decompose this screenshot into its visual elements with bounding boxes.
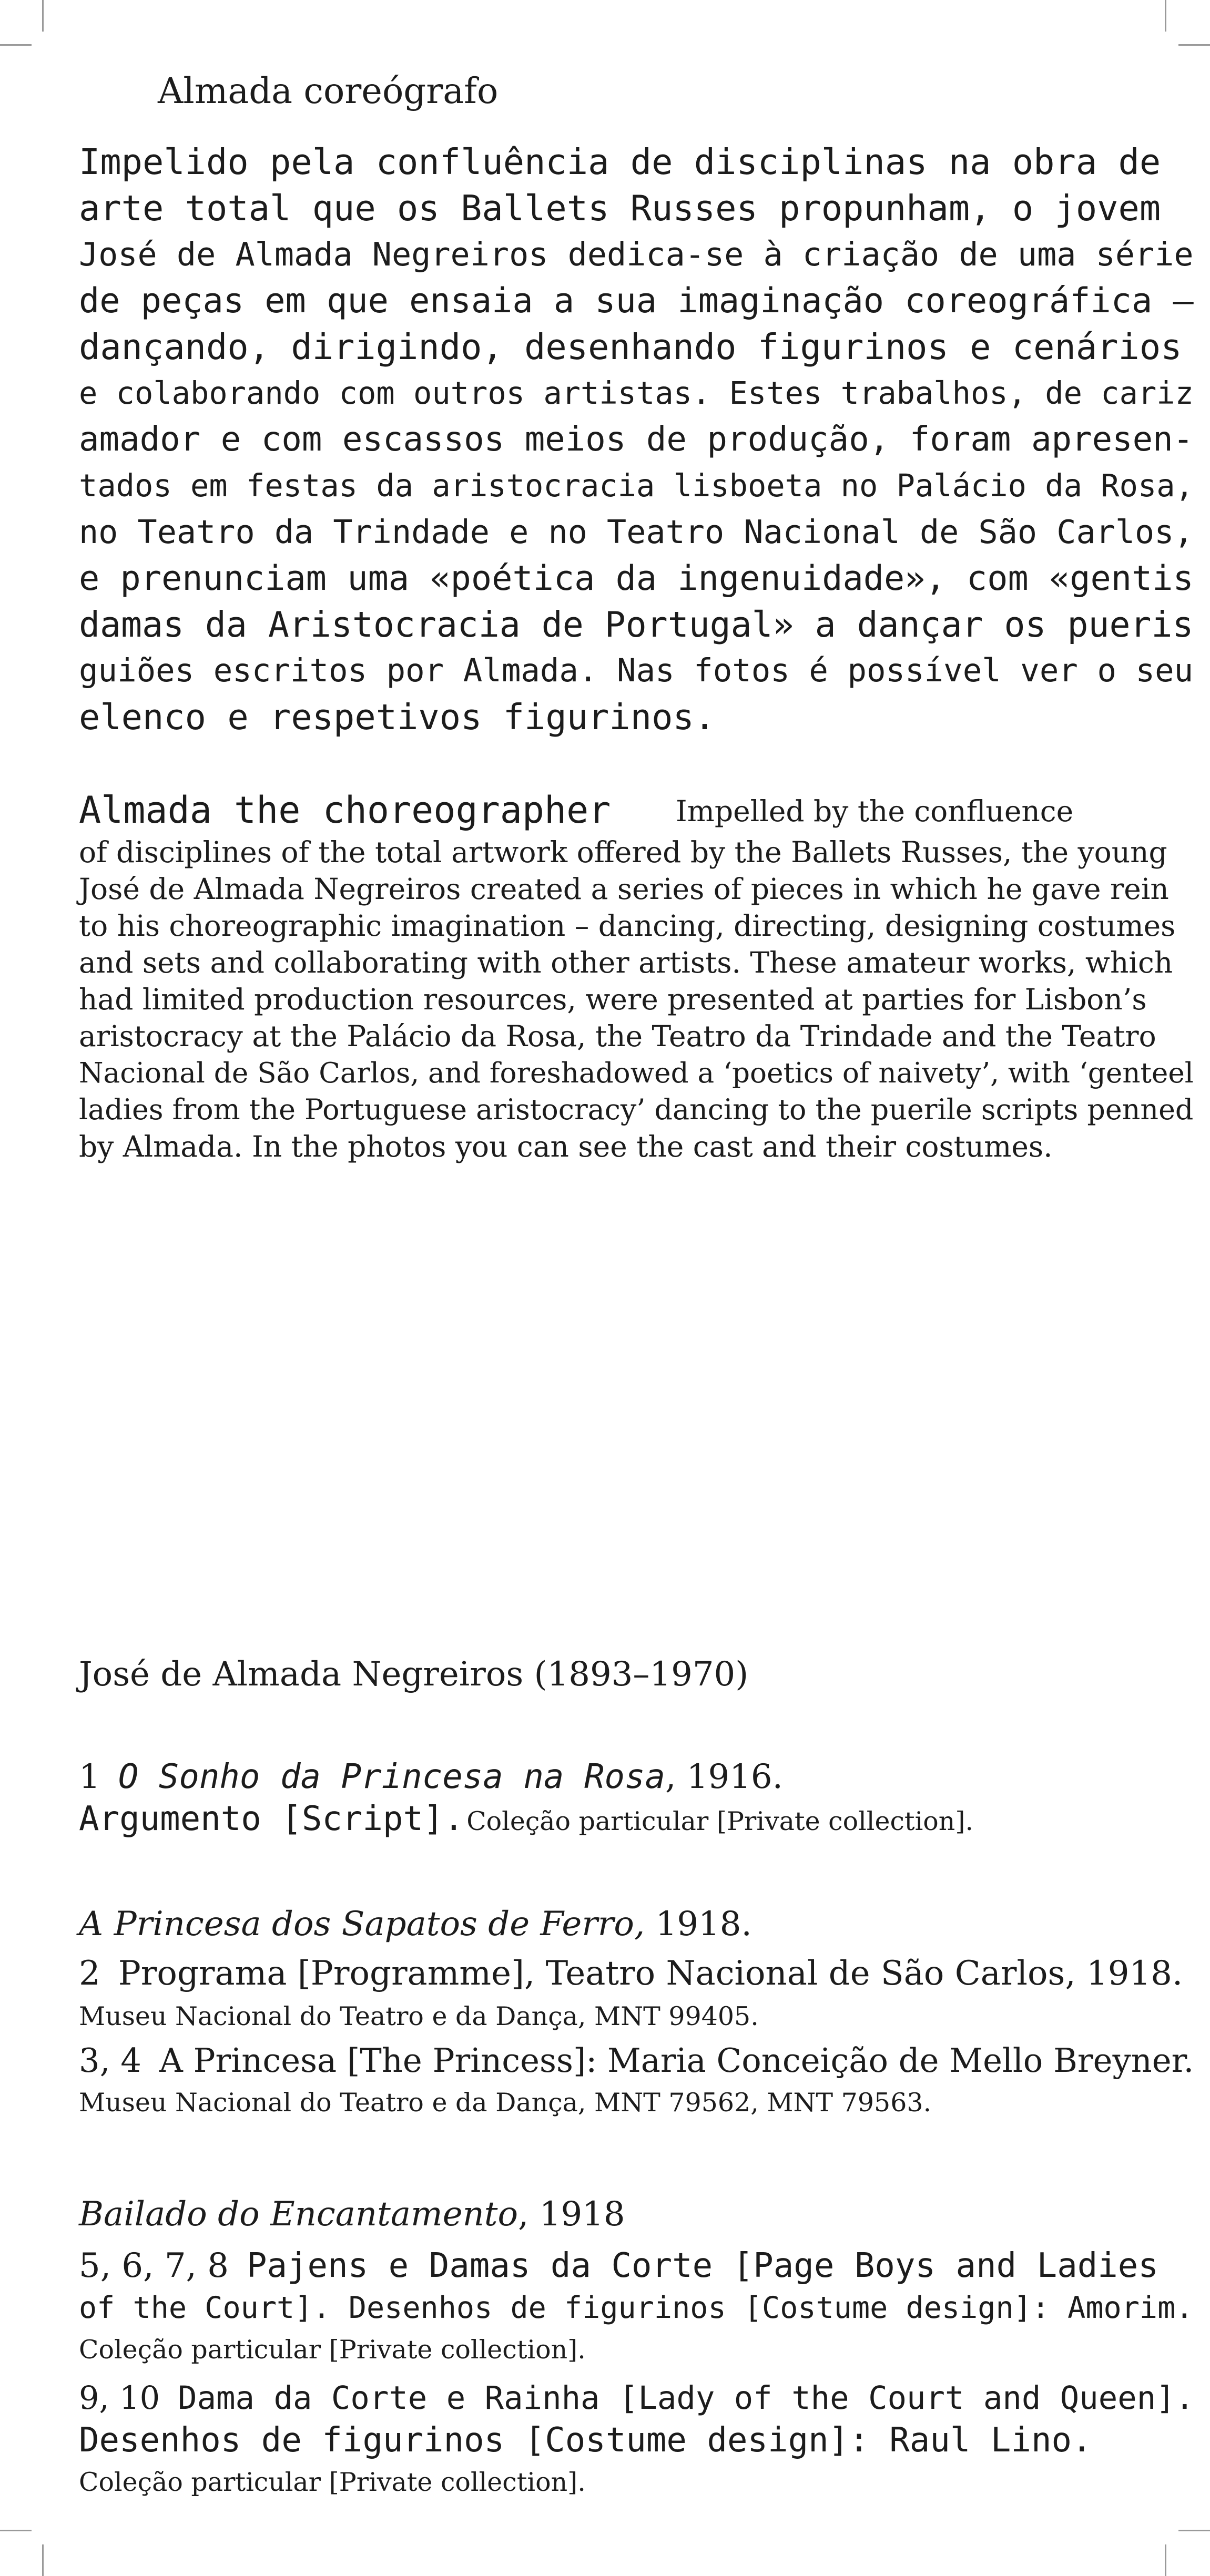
portuguese-line: elenco e respetivos figurinos. — [79, 697, 716, 738]
crop-mark-top-right-h — [1178, 44, 1210, 46]
item-5-8-text-1: Pajens e Damas da Corte [Page Boys and Ladies — [246, 2246, 1158, 2285]
item-number: 5, 6, 7, 8 — [79, 2246, 229, 2285]
artist-credit: José de Almada Negreiros (1893–1970) — [79, 1655, 749, 1694]
english-title: Almada the choreographer — [79, 789, 611, 832]
item-1-source: Coleção particular [Private collection]. — [466, 1806, 974, 1836]
crop-mark-bottom-left — [42, 2544, 44, 2576]
english-line: by Almada. In the photos you can see the cast and their costumes. — [79, 1130, 1053, 1163]
portuguese-line: tados em festas da aristocracia lisboeta no Palácio da Rosa, — [79, 468, 1194, 504]
portuguese-line: no Teatro da Trindade e no Teatro Nacional de São Carlos, — [79, 513, 1194, 551]
item-34-source: Museu Nacional do Teatro e da Dança, MNT 79562, MNT 79563. — [79, 2088, 932, 2118]
crop-mark-top-left — [42, 0, 44, 32]
item-number: 9, 10 — [79, 2380, 160, 2417]
portuguese-line: damas da Aristocracia de Portugal» a dançar os pueris — [79, 604, 1194, 645]
item-1-desc: Argumento [Script]. — [79, 1800, 464, 1838]
group-princesa-year: 1918. — [645, 1905, 752, 1944]
portuguese-line: dançando, dirigindo, desenhando figurinos e cenários — [79, 326, 1182, 367]
item-5-8-source: Coleção particular [Private collection]. — [79, 2335, 586, 2365]
english-first-line — [79, 786, 1131, 834]
portuguese-title: Almada coreógrafo — [158, 70, 499, 111]
item-1-year: , 1916. — [665, 1757, 783, 1796]
english-line: Nacional de São Carlos, and foreshadowed a ‘poetics of naivety’, with ‘genteel — [79, 1057, 1194, 1089]
item-number: 2 — [79, 1954, 100, 1993]
english-line: to his choreographic imagination – dancing, directing, designing costumes — [79, 909, 1176, 943]
item-9-10-line-1 — [79, 2377, 1195, 2419]
english-line: ladies from the Portuguese aristocracy’ dancing to the puerile scripts penned — [79, 1093, 1194, 1126]
english-line: and sets and collaborating with other artists. These amateur works, which — [79, 946, 1173, 979]
item-34-text: A Princesa [The Princess]: Maria Conceição de Mello Breyner. — [159, 2041, 1194, 2080]
item-5-8-line-1 — [79, 2245, 1157, 2287]
english-line: of disciplines of the total artwork offered by the Ballets Russes, the young — [79, 835, 1167, 869]
crop-mark-top-left-h — [0, 44, 32, 46]
item-number: 3, 4 — [79, 2041, 141, 2080]
english-line: aristocracy at the Palácio da Rosa, the Teatro da Trindade and the Teatro — [79, 1019, 1156, 1053]
portuguese-line: José de Almada Negreiros dedica-se à criação de uma série — [79, 236, 1194, 273]
item-1 — [79, 1756, 1157, 1840]
item-9-10-source: Coleção particular [Private collection]. — [79, 2467, 586, 2497]
item-2-source: Museu Nacional do Teatro e da Dança, MNT 99405. — [79, 2001, 759, 2031]
item-2-text: Programa [Programme], Teatro Nacional de São Carlos, 1918. — [118, 1954, 1183, 1993]
group-princesa-title-line — [79, 1903, 1157, 1945]
item-9-10-text-2: Desenhos de figurinos [Costume design]: Raul Lino. — [79, 2421, 1092, 2460]
item-34-line — [79, 2040, 1194, 2082]
portuguese-line: amador e com escassos meios de produção, foram apresen- — [79, 420, 1194, 459]
crop-mark-bottom-right-h — [1178, 2530, 1210, 2531]
group-encantamento-title: Bailado do Encantamento — [79, 2195, 518, 2234]
english-line: had limited production resources, were presented at parties for Lisbon’s — [79, 983, 1147, 1016]
item-number: 1 — [79, 1757, 100, 1796]
crop-mark-bottom-right — [1165, 2544, 1166, 2576]
item-9-10-text-1: Dama da Corte e Rainha [Lady of the Court and Queen]. — [178, 2380, 1195, 2417]
item-1-title: O Sonho da Princesa na Rosa — [118, 1757, 666, 1796]
portuguese-line: e colaborando com outros artistas. Estes trabalhos, de cariz — [79, 375, 1194, 411]
english-section — [79, 786, 1194, 1165]
group-princesa — [79, 1903, 1194, 2120]
group-princesa-title: A Princesa dos Sapatos de Ferro, — [79, 1905, 645, 1944]
portuguese-line: e prenunciam uma «poética da ingenuidade», com «gentis — [79, 558, 1194, 598]
english-line: José de Almada Negreiros created a series of pieces in which he gave rein — [79, 872, 1169, 906]
portuguese-body — [79, 139, 1194, 740]
portuguese-line: Impelido pela confluência de disciplinas na obra de — [79, 141, 1161, 182]
item-2-line — [79, 1953, 1183, 1995]
group-encantamento-year: , 1918 — [518, 2195, 625, 2234]
group-encantamento-title-line — [79, 2193, 1157, 2235]
item-5-8-text-2: of the Court]. Desenhos de figurinos [Costume design]: Amorim. — [79, 2291, 1194, 2325]
group-encantamento — [79, 2193, 1195, 2499]
item-1-desc-line — [79, 1798, 1157, 1840]
english-lead-text: Impelled by the confluence — [676, 794, 1074, 828]
crop-mark-bottom-left-h — [0, 2530, 32, 2531]
portuguese-line: arte total que os Ballets Russes propunham, o jovem — [79, 188, 1161, 229]
portuguese-line: guiões escritos por Almada. Nas fotos é possível ver o seu — [79, 652, 1194, 689]
crop-mark-top-right — [1165, 0, 1166, 32]
portuguese-line: de peças em que ensaia a sua imaginação coreográfica – — [79, 281, 1194, 321]
item-1-title-line — [79, 1756, 1157, 1798]
